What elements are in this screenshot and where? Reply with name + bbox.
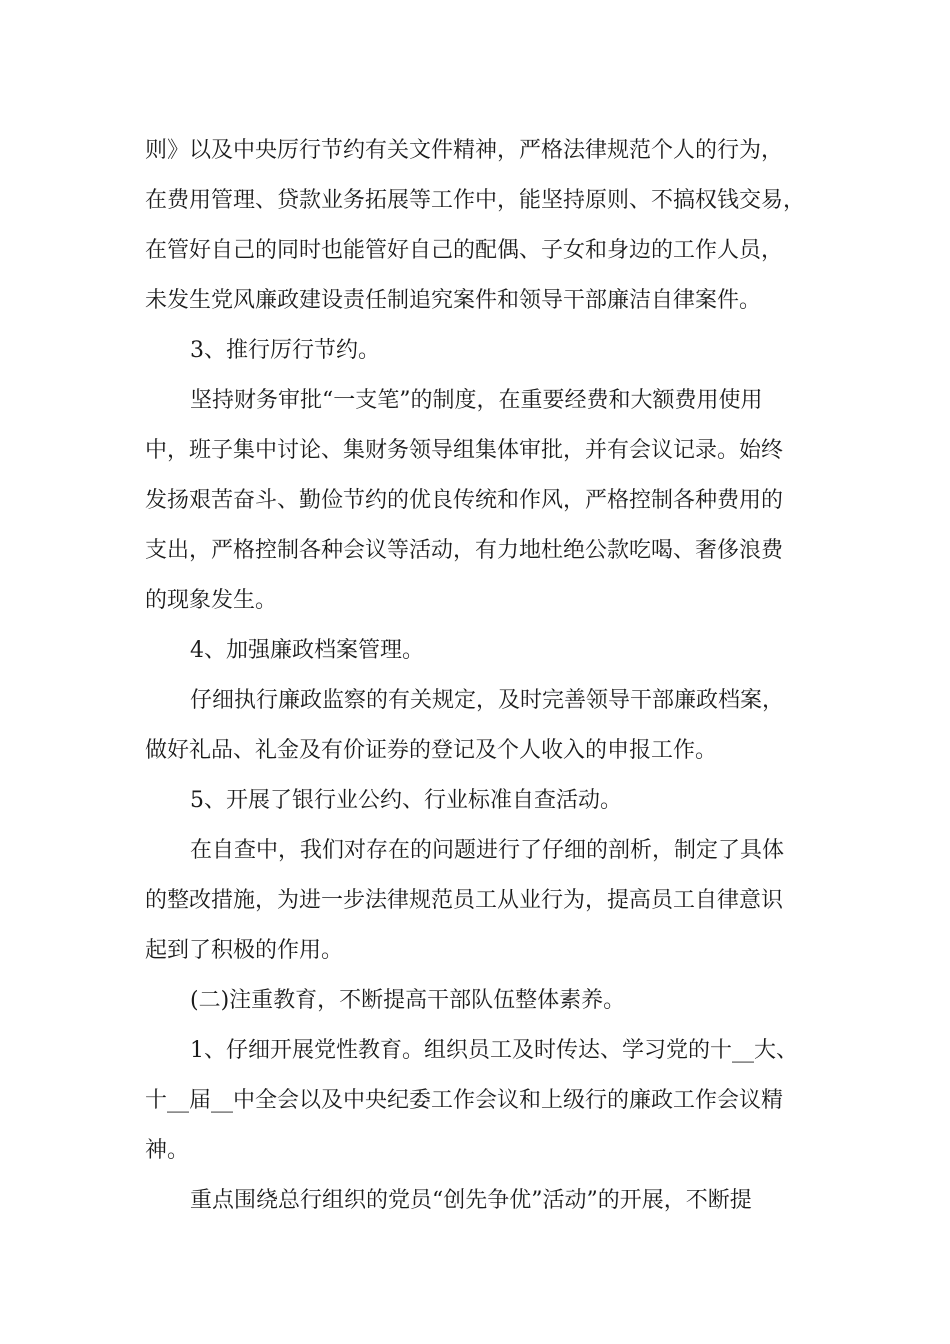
text-line: 十__届__中全会以及中央纪委工作会议和上级行的廉政工作会议精 [145, 1088, 784, 1113]
text-line: 重点围绕总行组织的党员“创先争优”活动”的开展，不断提 [190, 1188, 752, 1213]
text-line: 支出，严格控制各种会议等活动，有力地杜绝公款吃喝、奢侈浪费 [145, 538, 784, 563]
text-line: 在自查中，我们对存在的问题进行了仔细的剖析，制定了具体 [190, 838, 785, 863]
text-line: 未发生党风廉政建设责任制追究案件和领导干部廉洁自律案件。 [145, 288, 762, 313]
text-line: 1、仔细开展党性教育。组织员工及时传达、学习党的十__大、 [190, 1038, 798, 1063]
text-line: 中，班子集中讨论、集财务领导组集体审批，并有会议记录。始终 [145, 438, 784, 463]
section-heading: 4、加强廉政档案管理。 [190, 638, 424, 663]
text-line: 发扬艰苦奋斗、勤俭节约的优良传统和作风，严格控制各种费用的 [145, 488, 784, 513]
text-line: 坚持财务审批“一支笔”的制度，在重要经费和大额费用使用 [190, 388, 763, 413]
section-heading: 3、推行厉行节约。 [190, 338, 380, 363]
section-heading: 5、开展了银行业公约、行业标准自查活动。 [190, 788, 622, 813]
text-line: 则》以及中央厉行节约有关文件精神，严格法律规范个人的行为， [145, 138, 784, 163]
text-line: 的整改措施，为进一步法律规范员工从业行为，提高员工自律意识 [145, 888, 784, 913]
text-line: 在费用管理、贷款业务拓展等工作中，能坚持原则、不搞权钱交易， [145, 188, 806, 213]
text-line: 在管好自己的同时也能管好自己的配偶、子女和身边的工作人员， [145, 238, 784, 263]
text-line: 仔细执行廉政监察的有关规定，及时完善领导干部廉政档案， [190, 688, 785, 713]
text-line: 的现象发生。 [145, 588, 278, 613]
text-line: 起到了积极的作用。 [145, 938, 344, 963]
text-line: 神。 [145, 1138, 190, 1163]
text-line: 做好礼品、礼金及有价证券的登记及个人收入的申报工作。 [145, 738, 718, 763]
section-heading: (二)注重教育，不断提高干部队伍整体素养。 [190, 988, 626, 1013]
